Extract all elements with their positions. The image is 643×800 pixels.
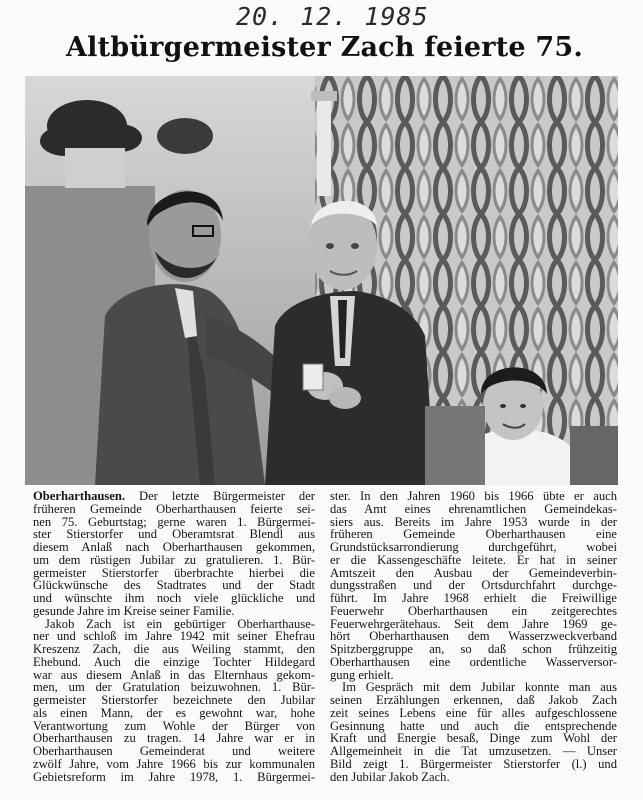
article-line: den Jubilar Jakob Zach. bbox=[330, 769, 450, 784]
article-line: diesem Anlaß nach Oberharthausen gekommen, bbox=[33, 540, 315, 554]
article-line: Grundstücksarrondierung durchgeführt, wobei bbox=[330, 540, 617, 554]
article-line: ner und schloß im Jahre 1942 mit seiner Ehefrau bbox=[33, 629, 315, 644]
article-line: nen 75. Geburtstag; gerne waren 1. Bürgermei- bbox=[33, 514, 315, 529]
article-line: seinen Erzählungen erkennen, daß Jakob Zach bbox=[330, 693, 617, 707]
headline: Altbürgermeister Zach feierte 75. bbox=[66, 32, 583, 63]
article-line: gesunde Jahre im Kreise seiner Familie. bbox=[33, 603, 235, 618]
article-line: als einen Mann, der es gewohnt war, hohe bbox=[33, 705, 315, 720]
article-line-text: Der letzte Bürgermeister der bbox=[139, 489, 315, 503]
article-line: Allgemeinheit in die Tat umzusetzen. — Unser bbox=[330, 744, 617, 758]
article-line: germeister Stierstorfer überbrachte hierbei die bbox=[33, 565, 315, 580]
article-line: Feuerwehrgerätehaus. Seit dem Jahre 1969 ge- bbox=[330, 616, 617, 631]
article-line: Spitzberggruppe an, so daß schon frühzeitig bbox=[330, 642, 617, 656]
article-line: das Amt eines ehrenamtlichen Gemeindekas- bbox=[330, 501, 617, 516]
article-line: Ehebund. Auch die einzige Tochter Hildegard bbox=[33, 654, 315, 669]
article-line: dungsstraßen und der Ortsdurchfahrt durchge- bbox=[330, 578, 617, 593]
article-line: Oberharthausen Gemeinderat und weitere bbox=[33, 744, 315, 758]
article-line: Oberharthausen eine ordentliche Wasserversor- bbox=[330, 654, 617, 669]
article-line: führt. Im Jahre 1968 erhielt die Freiwillige bbox=[330, 591, 617, 605]
article-line: Im Gespräch mit dem Jubilar konnte man aus bbox=[342, 680, 617, 695]
article-line: Glückwünsche des Stadtrates und der Stadt bbox=[33, 578, 315, 593]
article-line: Verantwortung zum Wohle der Bürger von bbox=[33, 718, 315, 733]
article-line: er die Kassengeschäfte leitete. Er hat in seiner bbox=[330, 552, 617, 567]
article-line: Kreszenz Zach, die aus Weiling stammt, den bbox=[33, 642, 315, 656]
article-line: Kraft und Energie besaß, Dinge zum Wohl der bbox=[330, 731, 617, 746]
article-line: men, um der Gratulation beizuwohnen. 1. Bür- bbox=[33, 680, 315, 695]
article-line: zeit seines Lebens eine für alles aufgeschlossene bbox=[330, 705, 617, 720]
article-line: früheren Gemeinde Oberharthausen feierte sei- bbox=[33, 501, 315, 516]
article-line: ster. In den Jahren 1960 bis 1966 übte er auch bbox=[330, 489, 617, 503]
article-line: Amtszeit den Ausbau der Gemeindeverbin- bbox=[330, 565, 617, 580]
article-line: hört Oberharthausen dem Wasserzweckverband bbox=[330, 629, 617, 644]
handwritten-date: 20. 12. 1985 bbox=[236, 2, 429, 31]
article-line: Gebietsreform im Jahre 1978, 1. Bürgermei- bbox=[33, 769, 315, 784]
article-line: Jakob Zach ist ein gebürtiger Oberharthause- bbox=[45, 616, 315, 631]
article-line: und wünschte ihm noch viele glückliche und bbox=[33, 591, 315, 605]
article-line: Oberharthausen zu tragen. 14 Jahre war er in bbox=[33, 731, 315, 746]
article-line: Gesinnung hatte und auch die entsprechende bbox=[330, 718, 617, 733]
article-line: früheren Gemeinde Oberharthausen eine bbox=[330, 527, 617, 542]
article-photo bbox=[25, 76, 618, 485]
article-line: gung erhielt. bbox=[330, 667, 394, 682]
article-column-left bbox=[33, 490, 315, 783]
article-line: um dem rüstigen Jubilar zu gratulieren. 1. Bür- bbox=[33, 552, 315, 567]
article-line: zwölf Jahre, vom Jahre 1966 bis zur kommunalen bbox=[33, 756, 315, 771]
article-line bbox=[33, 490, 315, 503]
article-line: germeister Stierstorfer bezeichnete den Jubilar bbox=[33, 693, 315, 707]
article-column-right bbox=[330, 490, 617, 783]
article-line: war aus diesem Anlaß in das Elternhaus gekom- bbox=[33, 667, 315, 682]
article-line: Feuerwehr Oberharthausen ein zeitgerechtes bbox=[330, 603, 617, 618]
article-line: Bild zeigt 1. Bürgermeister Stierstorfer (l.) und bbox=[330, 756, 617, 771]
article-line: siers aus. Bereits im Jahre 1953 wurde in der bbox=[330, 514, 617, 529]
dateline: Oberharthausen. bbox=[33, 489, 126, 503]
article-line: ster Stierstorfer und Oberamtsrat Blendl aus bbox=[33, 527, 315, 542]
